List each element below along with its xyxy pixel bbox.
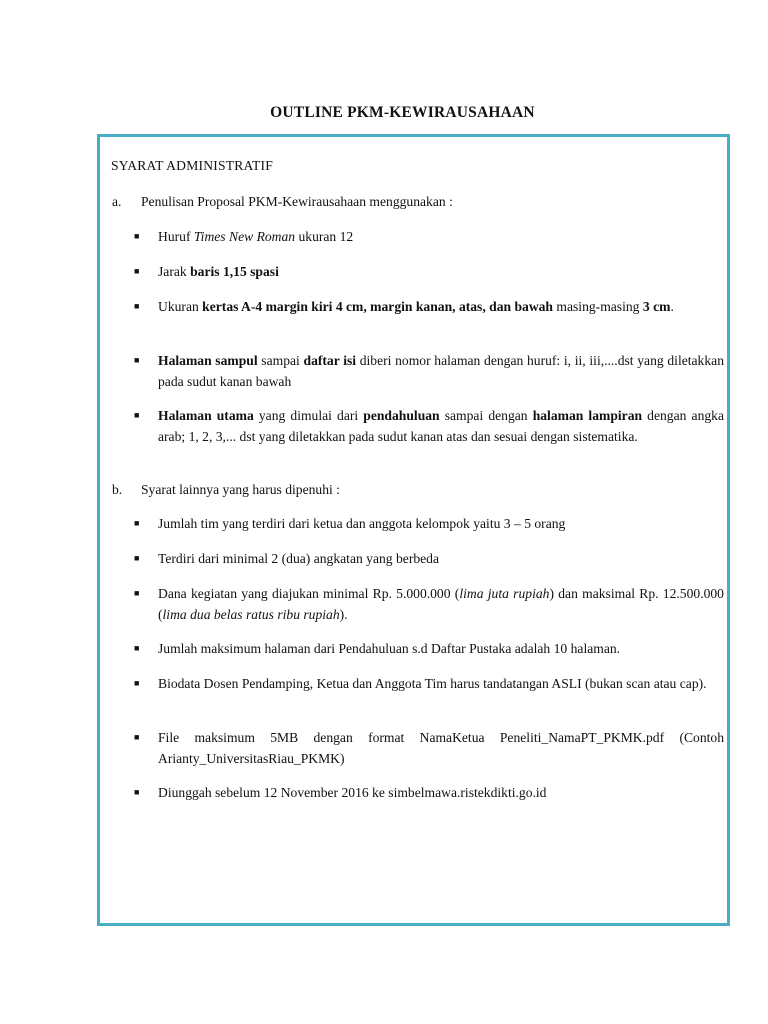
list-item-text: Halaman utama yang dimulai dari pendahuluan sampai dengan halaman lampiran dengan angka arab; 1, 2, 3,... dst yang diletakkan pada sudut kanan atas dan sesuai dengan sistematika. — [158, 408, 724, 444]
list-item-text: Huruf Times New Roman ukuran 12 — [158, 229, 354, 244]
list-item — [134, 548, 724, 569]
bullet-marker-icon: ■ — [134, 231, 140, 241]
list-item-text: Dana kegiatan yang diajukan minimal Rp. 5.000.000 (lima juta rupiah) dan maksimal Rp. 12.500.000 (lima dua belas ratus ribu rupiah). — [158, 586, 724, 622]
list-item-text: Jumlah maksimum halaman dari Pendahuluan s.d Daftar Pustaka adalah 10 halaman. — [158, 641, 621, 656]
bullet-marker-icon: ■ — [134, 410, 140, 420]
list-item-text: Jarak baris 1,15 spasi — [158, 264, 279, 279]
list-item-text: Halaman sampul sampai daftar isi diberi nomor halaman dengan huruf: i, ii, iii,....dst yang diletakkan pada sudut kanan bawah — [158, 353, 724, 389]
bullet-marker-icon: ■ — [134, 643, 140, 653]
bullet-marker-icon: ■ — [134, 355, 140, 365]
list-item — [134, 673, 724, 694]
content-frame — [97, 134, 730, 926]
list-item — [134, 513, 724, 534]
list-item — [134, 405, 724, 447]
group-a-letter: a. — [112, 194, 122, 209]
section-heading: SYARAT ADMINISTRATIF — [111, 158, 273, 173]
bullet-marker-icon: ■ — [134, 301, 140, 311]
list-item-text: File maksimum 5MB dengan format NamaKetua Peneliti_NamaPT_PKMK.pdf (Contoh Arianty_UniversitasRiau_PKMK) — [158, 730, 724, 766]
bullet-marker-icon: ■ — [134, 588, 140, 598]
list-item — [134, 583, 724, 625]
list-item-text: Terdiri dari minimal 2 (dua) angkatan yang berbeda — [158, 551, 440, 566]
bullet-marker-icon: ■ — [134, 553, 140, 563]
group-a-text: Penulisan Proposal PKM-Kewirausahaan menggunakan : — [141, 194, 453, 209]
list-item — [134, 226, 724, 247]
list-item — [134, 782, 724, 803]
bullet-marker-icon: ■ — [134, 678, 140, 688]
document-title: OUTLINE PKM-KEWIRAUSAHAAN — [270, 104, 535, 121]
bullet-marker-icon: ■ — [134, 518, 140, 528]
bullet-marker-icon: ■ — [134, 787, 140, 797]
list-item — [134, 638, 724, 659]
list-item-text: Biodata Dosen Pendamping, Ketua dan Anggota Tim harus tandatangan ASLI (bukan scan atau cap). — [158, 676, 707, 691]
list-item-text: Jumlah tim yang terdiri dari ketua dan anggota kelompok yaitu 3 – 5 orang — [158, 516, 566, 531]
list-item — [134, 296, 724, 317]
list-item-text: Diunggah sebelum 12 November 2016 ke simbelmawa.ristekdikti.go.id — [158, 785, 547, 800]
list-item — [134, 350, 724, 392]
group-a-label — [112, 191, 453, 212]
group-b-label — [112, 479, 340, 500]
list-item-text: Ukuran kertas A-4 margin kiri 4 cm, margin kanan, atas, dan bawah masing-masing 3 cm. — [158, 299, 674, 314]
bullet-marker-icon: ■ — [134, 732, 140, 742]
group-b-text: Syarat lainnya yang harus dipenuhi : — [141, 482, 340, 497]
list-item — [134, 727, 724, 769]
bullet-marker-icon: ■ — [134, 266, 140, 276]
list-item — [134, 261, 724, 282]
group-b-letter: b. — [112, 482, 123, 497]
